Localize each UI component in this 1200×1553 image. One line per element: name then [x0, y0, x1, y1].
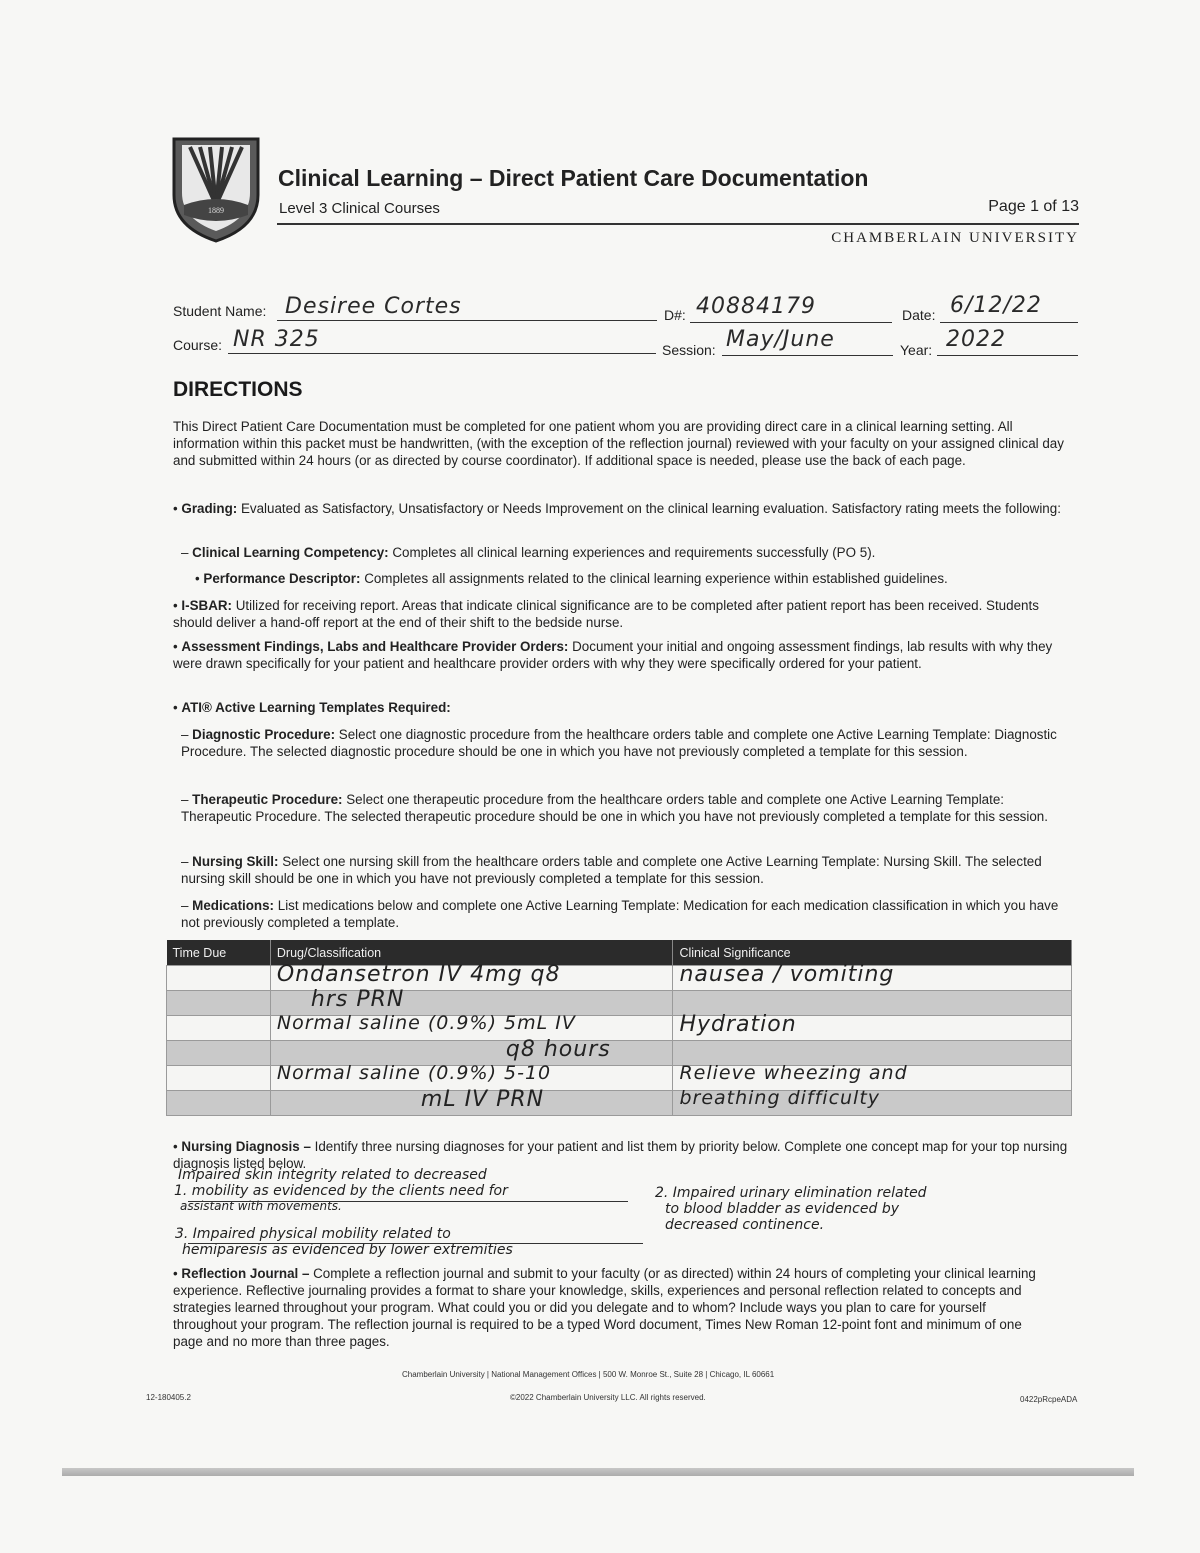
table-row — [167, 966, 1072, 991]
col-time-due: Time Due — [167, 940, 271, 966]
session-label: Session: — [662, 342, 716, 358]
footer-right-code: 0422pRcpeADA — [1020, 1395, 1078, 1404]
assessment-bullet: • Assessment Findings, Labs and Healthcare Provider Orders: Document your initial and ongoing assessment findings, lab results with why they were drawn specifically for your patient and healthcare provider orders with why they were specifically ordered for your patient. — [173, 639, 1053, 671]
reflection-journal-bullet: • Reflection Journal – Complete a reflection journal and submit to your faculty (or as directed) within 24 hours of completing your clinical learning experience. Reflective journaling provides a format to share your knowledge, skills, experiences and personal reflection related to concepts and strategies learned throughout your program. What could you or did you delegate and to whom? Include ways you plan to care for yourself throughout your program. The reflection journal is required to be a typed Word document, Times New Roman 12-point font and minimum of one page and no more than three pages. — [173, 1266, 1036, 1349]
diagnosis-2-line-2[interactable]: to blood bladder as evidenced by — [665, 1201, 900, 1217]
significance-cell[interactable]: breathing difficulty — [673, 1091, 1072, 1116]
directions-intro: This Direct Patient Care Documentation must be completed for one patient whom you are providing direct care in a clinical learning setting. All information within this packet must be handwritten, (with the exception of the reflection journal) reviewed with your faculty on your assigned clinical day and submitted within 24 hours (or as directed by course coordinator). If additional space is needed, please use the back of each page. — [173, 419, 1064, 468]
time-due-cell[interactable] — [167, 1091, 271, 1116]
time-due-cell[interactable] — [167, 1066, 271, 1091]
footer-address: Chamberlain University | National Management Offices | 500 W. Monroe St., Suite 28 | Chicago, IL 60661 — [402, 1370, 775, 1379]
nursing-skill-bullet: – Nursing Skill: Select one nursing skill from the healthcare orders table and complete one Active Learning Template: Nursing Skill. The selected nursing skill should be one in which you have not previously completed a template for this session. — [181, 854, 1042, 886]
header-divider — [277, 223, 1079, 225]
footer-copyright: ©2022 Chamberlain University LLC. All rights reserved. — [510, 1393, 706, 1402]
directions-heading: DIRECTIONS — [173, 378, 303, 401]
session-line — [722, 355, 893, 356]
time-due-cell[interactable] — [167, 991, 271, 1016]
university-name: CHAMBERLAIN UNIVERSITY — [831, 230, 1079, 246]
medications-bullet: – Medications: List medications below and complete one Active Learning Template: Medication for each medication classification in which you have not previously completed a template. — [181, 898, 1059, 930]
diagnosis-3-line-1[interactable]: 3. Impaired physical mobility related to — [175, 1226, 451, 1242]
document-title: Clinical Learning – Direct Patient Care Documentation — [278, 165, 869, 191]
student-name-label: Student Name: — [173, 303, 267, 319]
diagnosis-2-line-3[interactable]: decreased continence. — [665, 1217, 825, 1233]
course-line — [228, 353, 656, 354]
drug-cell[interactable]: mL IV PRN — [270, 1091, 673, 1116]
drug-cell[interactable]: q8 hours — [270, 1041, 673, 1066]
d-number-label: D#: — [664, 307, 686, 323]
nursing-diagnosis-bullet: • Nursing Diagnosis – Identify three nursing diagnoses for your patient and list them by priority below. Complete one concept map for your top nursing diagnosis listed below. — [173, 1139, 1068, 1171]
student-name-line — [277, 320, 657, 321]
drug-cell[interactable]: Normal saline (0.9%) 5mL IV — [270, 1016, 673, 1041]
drug-cell[interactable]: hrs PRN — [270, 991, 673, 1016]
time-due-cell[interactable] — [167, 966, 271, 991]
grading-bullet: • Grading: Evaluated as Satisfactory, Unsatisfactory or Needs Improvement on the clinical learning evaluation. Satisfactory rating meets the following: — [173, 501, 1061, 516]
year-label: Year: — [900, 342, 933, 358]
document-subtitle: Level 3 Clinical Courses — [279, 200, 440, 217]
significance-cell[interactable]: Hydration — [673, 1016, 1072, 1041]
diagnosis-1-line-2[interactable]: 1. mobility as evidenced by the clients need for — [174, 1183, 508, 1199]
significance-cell[interactable]: nausea / vomiting — [673, 966, 1072, 991]
course-label: Course: — [173, 337, 223, 353]
university-seal-logo — [170, 135, 262, 243]
time-due-cell[interactable] — [167, 1016, 271, 1041]
performance-bullet: • Performance Descriptor: Completes all assignments related to the clinical learning experience within established guidelines. — [195, 571, 948, 586]
col-drug-classification: Drug/Classification — [270, 940, 673, 966]
diagnosis-1-line-1[interactable]: Impaired skin integrity related to decreased — [178, 1167, 487, 1183]
diagnosis-3-line-2[interactable]: hemiparesis as evidenced by lower extremities — [182, 1242, 513, 1258]
scan-edge-shadow — [62, 1468, 1134, 1476]
col-clinical-significance: Clinical Significance — [673, 940, 1072, 966]
year-line — [937, 355, 1078, 356]
competency-bullet: – Clinical Learning Competency: Completes all clinical learning experiences and requirements successfully (PO 5). — [181, 545, 876, 560]
diagnostic-bullet: – Diagnostic Procedure: Select one diagnostic procedure from the healthcare orders table and complete one Active Learning Template: Diagnostic Procedure. The selected diagnostic procedure should be one in which you have not previously completed a template for this session. — [181, 727, 1057, 759]
table-row — [167, 1016, 1072, 1041]
diagnosis-2-line-1[interactable]: 2. Impaired urinary elimination related — [655, 1185, 927, 1201]
diagnosis-3-line — [188, 1243, 643, 1244]
d-number-value[interactable]: 40884179 — [696, 294, 816, 319]
page-number: Page 1 of 13 — [988, 198, 1079, 215]
time-due-cell[interactable] — [167, 1041, 271, 1066]
isbar-bullet: • I-SBAR: Utilized for receiving report. Areas that indicate clinical significance are to be completed after patient report has been received. Students should deliver a hand-off report at the end of their shift to the bedside nurse. — [173, 598, 1039, 630]
session-value[interactable]: May/June — [726, 327, 835, 352]
drug-cell[interactable]: Normal saline (0.9%) 5-10 — [270, 1066, 673, 1091]
drug-cell[interactable]: Ondansetron IV 4mg q8 — [270, 966, 673, 991]
date-label: Date: — [902, 307, 936, 323]
d-number-line — [690, 322, 892, 323]
seal-year: 1889 — [208, 206, 224, 215]
footer-left-code: 12-180405.2 — [146, 1393, 191, 1402]
diagnosis-1-line-3[interactable]: assistant with movements. — [180, 1199, 342, 1213]
year-value[interactable]: 2022 — [946, 327, 1006, 352]
date-line — [940, 322, 1078, 323]
diagnosis-1-line — [188, 1201, 628, 1202]
date-value[interactable]: 6/12/22 — [950, 293, 1042, 318]
ati-bullet: • ATI® Active Learning Templates Required: — [173, 700, 451, 715]
course-value[interactable]: NR 325 — [233, 327, 320, 352]
therapeutic-bullet: – Therapeutic Procedure: Select one therapeutic procedure from the healthcare orders table and complete one Active Learning Template: Therapeutic Procedure. The selected therapeutic procedure should be one in which you have not previously completed a template for this session. — [181, 792, 1048, 824]
significance-cell[interactable]: Relieve wheezing and — [673, 1066, 1072, 1091]
table-row — [167, 1091, 1072, 1116]
table-row — [167, 1066, 1072, 1091]
medications-table — [166, 940, 1072, 1116]
student-name-value[interactable]: Desiree Cortes — [285, 294, 462, 319]
